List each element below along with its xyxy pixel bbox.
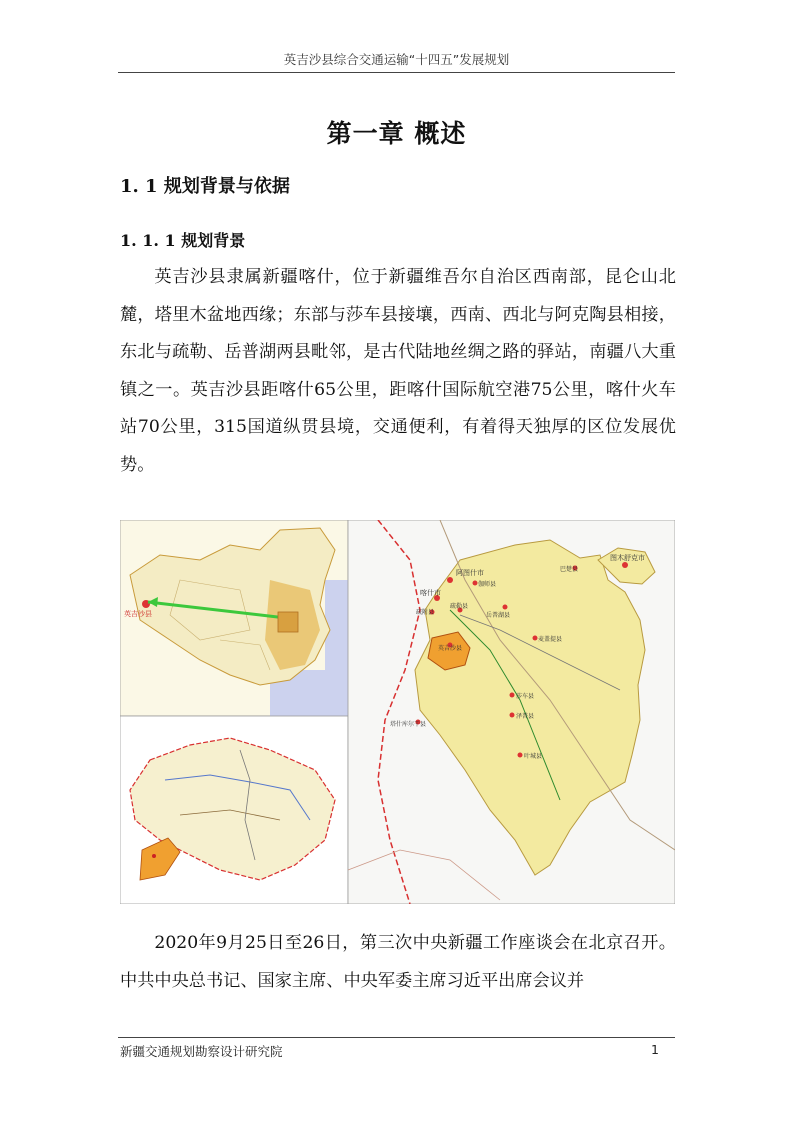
kashi-region-map [348, 520, 675, 904]
map-label-artux: 阿图什市 [456, 569, 484, 577]
map-label-yingjisha: 英吉沙县 [438, 645, 463, 652]
page-number: 1 [651, 1042, 659, 1057]
section-heading: 1. 1 规划背景与依据 [120, 176, 290, 197]
running-header: 英吉沙县综合交通运输“十四五”发展规划 [283, 52, 510, 67]
map-label-jiashi: 伽师县 [478, 581, 497, 588]
map-label-zepu: 泽普县 [516, 713, 535, 720]
body-paragraph-2: 2020年9月25日至26日，第三次中央新疆工作座谈会在北京召开。中共中央总书记、国家主席、中央军委主席习近平出席会议并 [120, 933, 676, 991]
subsection-heading: 1. 1. 1 规划背景 [120, 231, 246, 250]
map-label-yuepuhu: 岳普湖县 [486, 612, 511, 619]
location-map-figure [120, 520, 675, 904]
footer-rule [118, 1037, 675, 1038]
xinjiang-map [120, 716, 348, 904]
map-label-china-marker: 英吉沙县 [124, 610, 152, 618]
body-paragraph-1: 英吉沙县隶属新疆喀什，位于新疆维吾尔自治区西南部，昆仑山北麓，塔里木盆地西缘；东部与莎车县接壤，西南、西北与阿克陶县相接，东北与疏勒、岳普湖两县毗邻，是古代陆地丝绸之路的驿站，南疆八大重镇之一。英吉沙县距喀什65公里，距喀什国际航空港75公里，喀什火车站70公里，315国道纵贯县境，交通便利，有着得天独厚的区位发展优势。 [120, 267, 676, 475]
map-label-yecheng: 叶城县 [524, 753, 543, 760]
header-rule [118, 72, 675, 73]
map-label-maigaiti: 麦盖提县 [538, 636, 563, 643]
map-label-shule: 疏勒县 [450, 603, 469, 610]
map-label-bachu: 巴楚县 [560, 566, 579, 573]
map-label-shache: 莎车县 [516, 693, 535, 700]
map-label-taxkorgan: 塔什库尔干县 [390, 721, 427, 728]
map-label-tumushuke: 图木舒克市 [610, 554, 645, 562]
china-overview-map [120, 520, 348, 716]
map-label-shufu: 疏附县 [416, 609, 435, 616]
footer-organization: 新疆交通规划勘察设计研究院 [120, 1044, 283, 1059]
chapter-title: 第一章 概述 [326, 119, 467, 148]
map-label-kashgar: 喀什市 [420, 589, 441, 597]
